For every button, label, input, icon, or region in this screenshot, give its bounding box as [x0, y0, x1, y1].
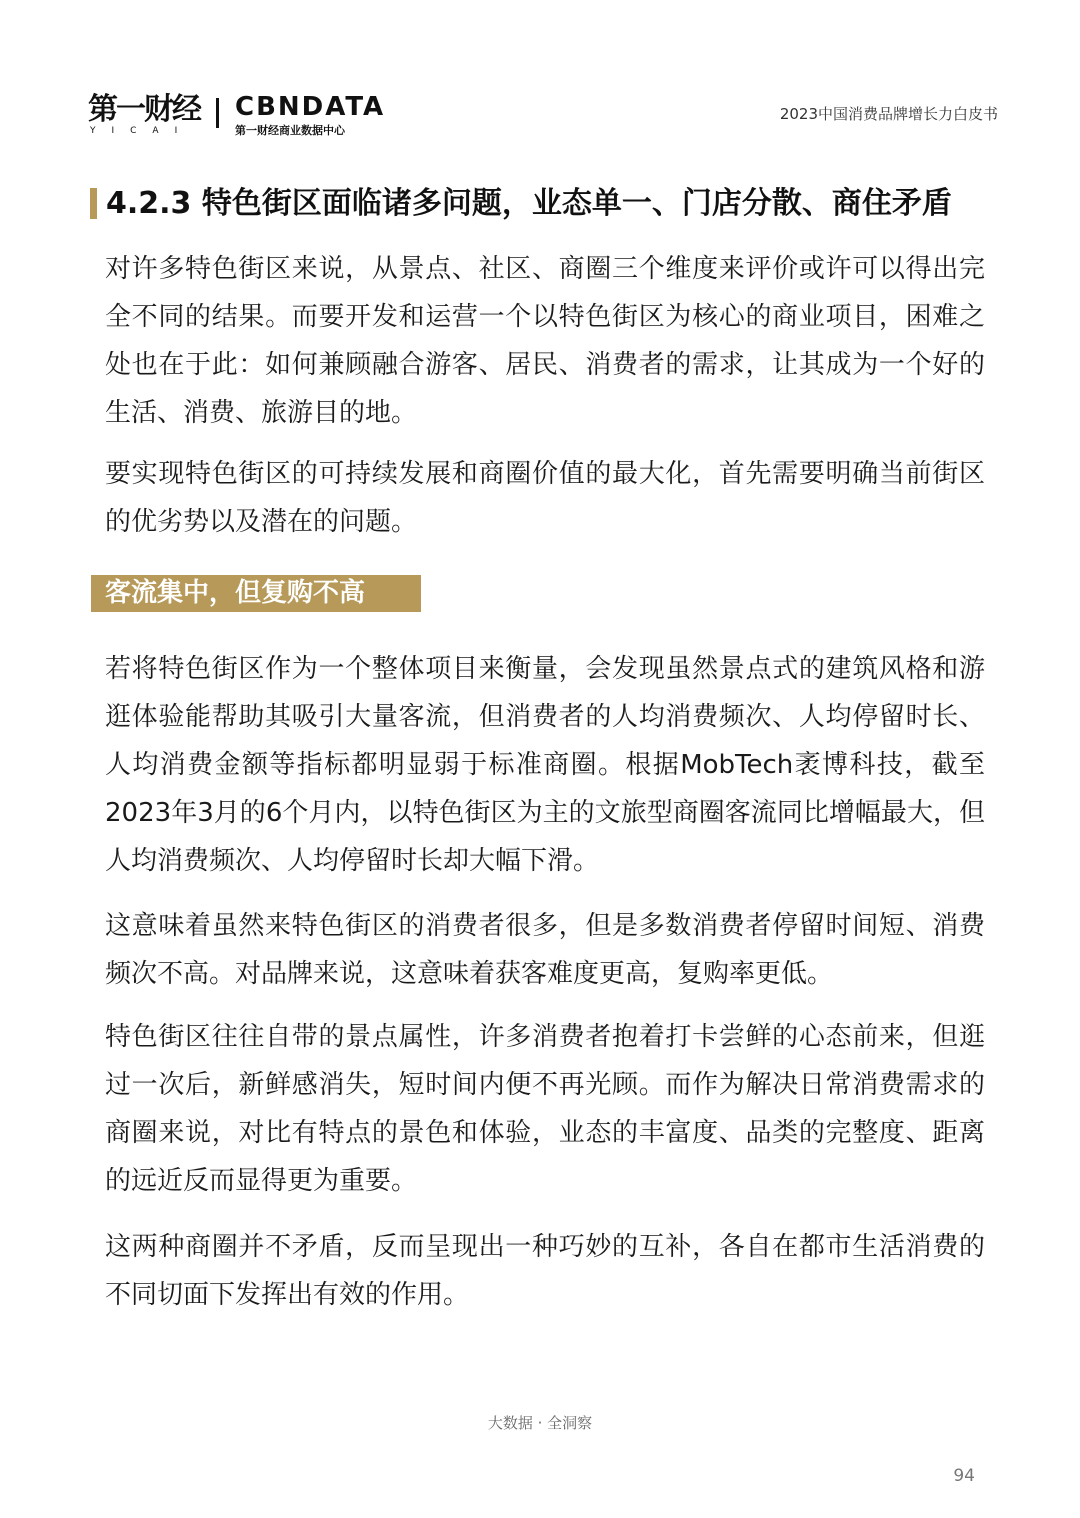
- logo-divider: [216, 98, 219, 128]
- subheading-banner: [91, 575, 421, 612]
- yicai-logo-subtext: YICAI: [90, 126, 194, 136]
- paragraph: 特色街区往往自带的景点属性，许多消费者抱着打卡尝鲜的心态前来，但逛过一次后，新鲜感消失，短时间内便不再光顾。而作为解决日常消费需求的商圈来说，对比有特点的景色和体验，业态的丰富度、品类的完整度、距离的远近反而显得更为重要。: [105, 1022, 985, 1196]
- section-heading-text: 4.2.3 特色街区面临诸多问题，业态单一、门店分散、商住矛盾: [106, 186, 952, 221]
- heading-accent-bar: [90, 188, 97, 219]
- paragraph: 这两种商圈并不矛盾，反而呈现出一种巧妙的互补，各自在都市生活消费的不同切面下发挥出有效的作用。: [105, 1232, 985, 1310]
- page-header: [88, 92, 998, 140]
- yicai-logo-text: 第一财经: [88, 92, 200, 127]
- footer-tagline: 大数据 · 全洞察: [487, 1414, 593, 1432]
- yicai-logo: [88, 92, 208, 140]
- report-title: 2023中国消费品牌增长力白皮书: [779, 105, 998, 123]
- paragraph: 这意味着虽然来特色街区的消费者很多，但是多数消费者停留时间短、消费频次不高。对品牌来说，这意味着获客难度更高，复购率更低。: [105, 911, 985, 989]
- cbndata-logo: [235, 92, 385, 138]
- page-number: 94: [953, 1466, 975, 1486]
- section-heading: [88, 182, 1028, 226]
- cbndata-logo-text: CBNDATA: [235, 92, 386, 122]
- paragraph: 要实现特色街区的可持续发展和商圈价值的最大化，首先需要明确当前街区的优劣势以及潜在的问题。: [105, 459, 985, 537]
- paragraph: 对许多特色街区来说，从景点、社区、商圈三个维度来评价或许可以得出完全不同的结果。而要开发和运营一个以特色街区为核心的商业项目，困难之处也在于此：如何兼顾融合游客、居民、消费者的需求，让其成为一个好的生活、消费、旅游目的地。: [105, 254, 985, 428]
- subheading-text: 客流集中，但复购不高: [105, 578, 366, 608]
- paragraph: 若将特色街区作为一个整体项目来衡量，会发现虽然景点式的建筑风格和游逛体验能帮助其吸引大量客流，但消费者的人均消费频次、人均停留时长、人均消费金额等指标都明显弱于标准商圈。根据MobTech袤博科技，截至2023年3月的6个月内，以特色街区为主的文旅型商圈客流同比增幅最大，但人均消费频次、人均停留时长却大幅下滑。: [105, 654, 985, 876]
- cbndata-logo-subtext: 第一财经商业数据中心: [235, 124, 345, 137]
